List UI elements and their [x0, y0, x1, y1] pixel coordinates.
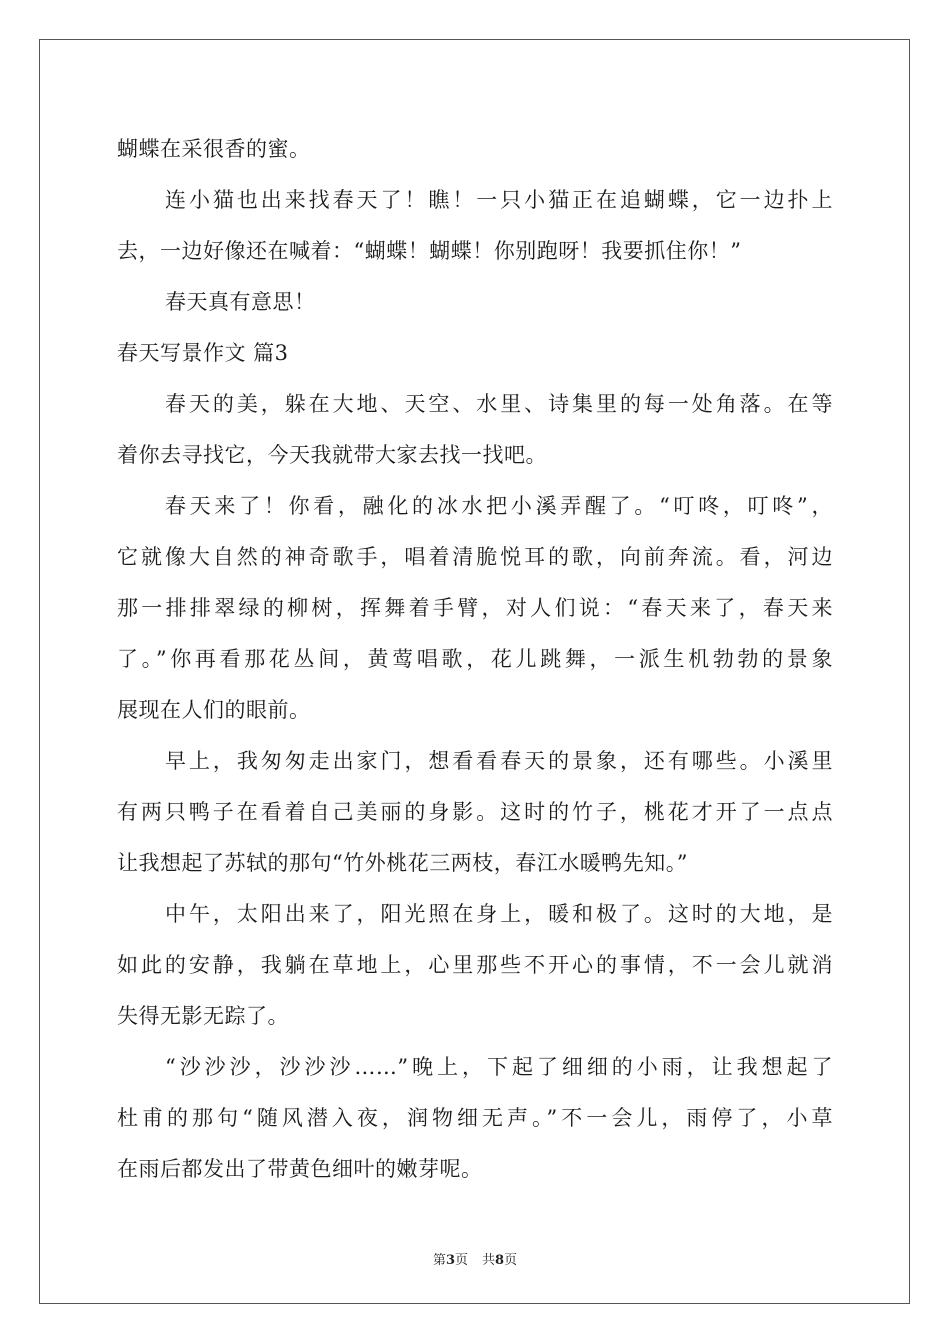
paragraph-line: 展现在人们的眼前。 — [117, 698, 311, 722]
page-number: 3 — [445, 1253, 455, 1268]
paragraph-line: 早上，我匆匆走出家门，想看看春天的景象，还有哪些。小溪里 — [165, 749, 833, 773]
page-suffix: 页 — [454, 1253, 468, 1268]
paragraph-line: 去，一边好像还在喊着：“蝴蝶！蝴蝶！你别跑呀！我要抓住你！” — [117, 239, 742, 263]
page-footer — [0, 1249, 950, 1268]
paragraph-line: 连小猫也出来找春天了！瞧！一只小猫正在追蝴蝶，它一边扑上 — [165, 188, 833, 212]
paragraph-line: 春天真有意思！ — [165, 290, 316, 314]
total-pages: 8 — [495, 1253, 505, 1268]
paragraph-line: 如此的安静，我躺在草地上，心里那些不开心的事情，不一会儿就消 — [117, 953, 833, 977]
paragraph-line: 蝴蝶在采很香的蜜。 — [117, 137, 311, 161]
paragraph-line: 了。”你再看那花丛间，黄莺唱歌，花儿跳舞，一派生机勃勃的景象 — [117, 647, 833, 671]
paragraph-line: 它就像大自然的神奇歌手，唱着清脆悦耳的歌，向前奔流。看，河边 — [117, 545, 833, 569]
paragraph-line: 中午，太阳出来了，阳光照在身上，暖和极了。这时的大地，是 — [165, 902, 833, 926]
total-suffix: 页 — [504, 1253, 518, 1268]
paragraph-line: 着你去寻找它，今天我就带大家去找一找吧。 — [117, 443, 547, 467]
paragraph-line: “沙沙沙，沙沙沙……”晚上，下起了细细的小雨，让我想起了 — [165, 1055, 833, 1079]
document-body — [117, 124, 833, 1195]
paragraph-line: 春天的美，躲在大地、天空、水里、诗集里的每一处角落。在等 — [165, 392, 833, 416]
total-prefix: 共 — [482, 1253, 496, 1268]
paragraph-line: 在雨后都发出了带黄色细叶的嫩芽呢。 — [117, 1157, 483, 1181]
paragraph-line: 那一排排翠绿的柳树，挥舞着手臂，对人们说：“春天来了，春天来 — [117, 596, 833, 620]
paragraph-line: 春天来了！你看，融化的冰水把小溪弄醒了。“叮咚，叮咚”， — [165, 494, 833, 518]
paragraph-line: 有两只鸭子在看着自己美丽的身影。这时的竹子，桃花才开了一点点 — [117, 800, 833, 824]
section-heading: 春天写景作文 篇3 — [117, 341, 289, 365]
paragraph-line: 失得无影无踪了。 — [117, 1004, 289, 1028]
paragraph-line: 杜甫的那句“随风潜入夜，润物细无声。”不一会儿，雨停了，小草 — [117, 1106, 833, 1130]
page-prefix: 第 — [432, 1253, 446, 1268]
paragraph-line: 让我想起了苏轼的那句“竹外桃花三两枝，春江水暖鸭先知。” — [117, 851, 688, 875]
